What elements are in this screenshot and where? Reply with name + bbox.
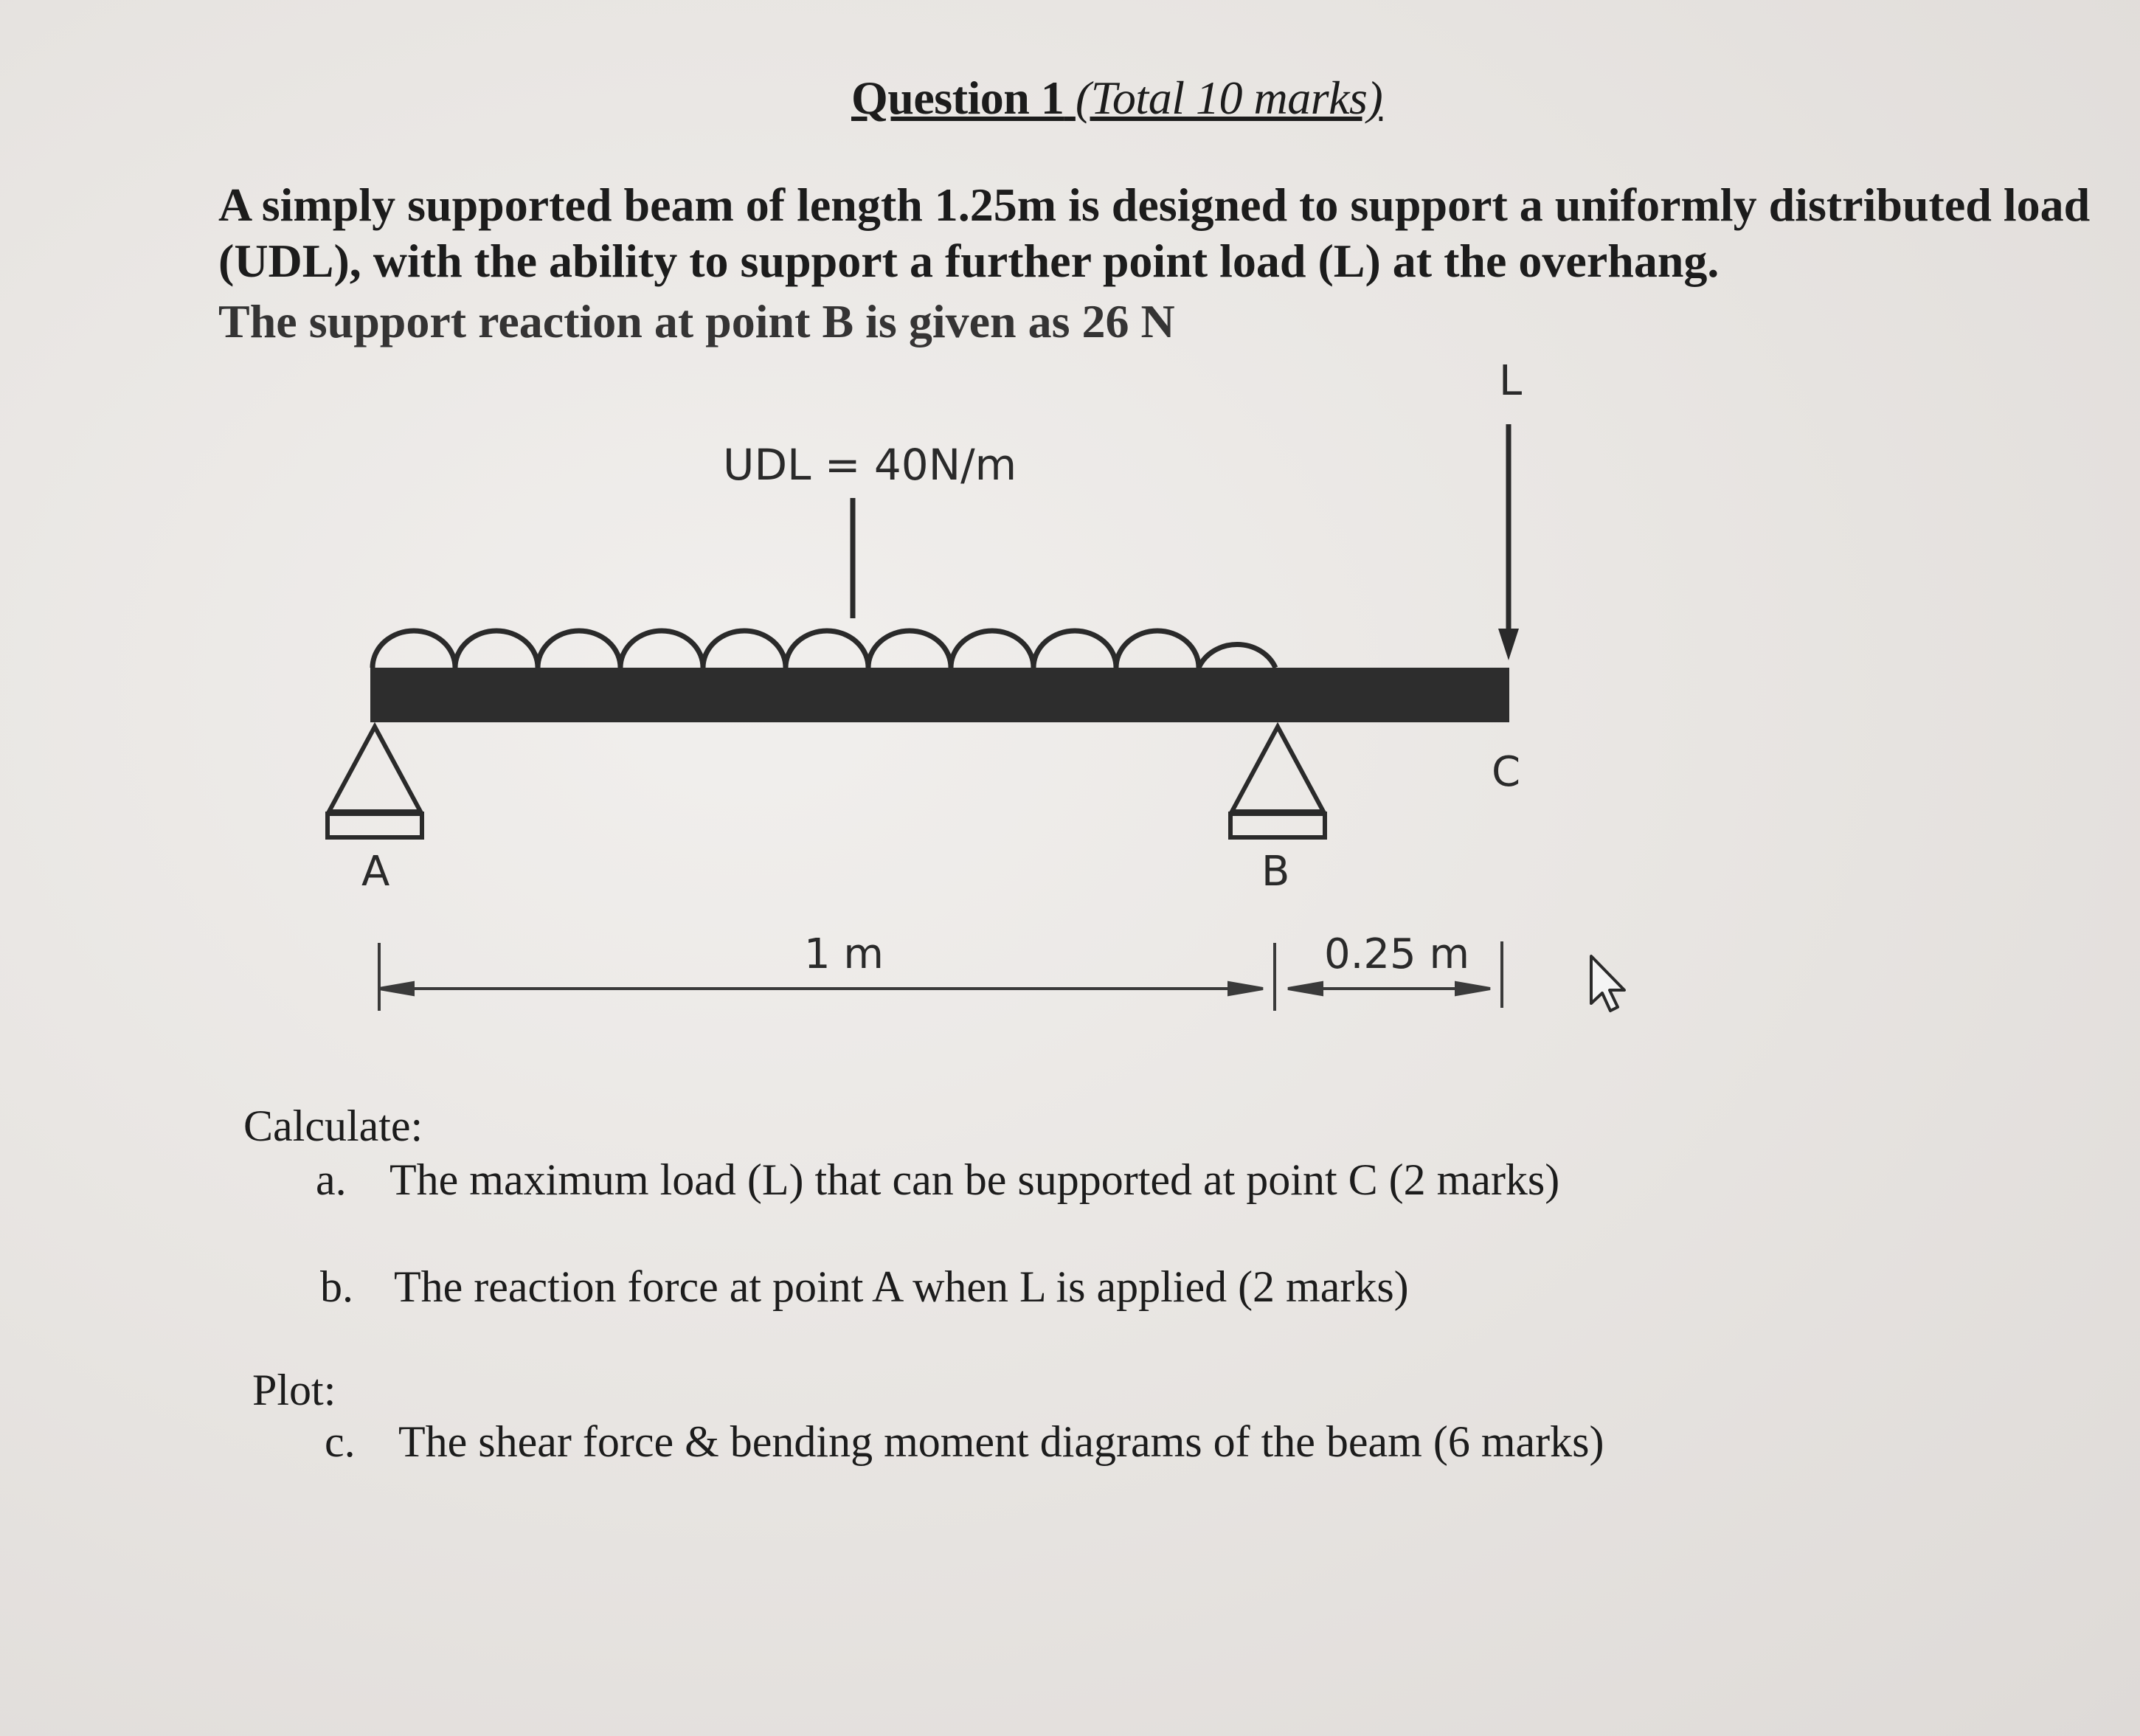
beam: [370, 668, 1509, 722]
item-text: The maximum load (L) that can be supported at point C (2 marks): [389, 1155, 1560, 1204]
point-b-label: B: [1261, 848, 1290, 896]
item-text: The shear force & bending moment diagrams of the beam (6 marks): [398, 1417, 1604, 1466]
mouse-cursor-icon: [1591, 956, 1624, 1011]
point-a-label: A: [361, 848, 390, 896]
point-c-label: C: [1492, 748, 1521, 796]
udl-label: UDL = 40N/m: [723, 440, 1017, 490]
support-b: [1230, 727, 1325, 837]
question-item-b: [320, 1262, 1409, 1313]
question-item-c: [325, 1417, 1604, 1467]
support-a: [328, 727, 422, 837]
span-ab-label: 1 m: [804, 930, 884, 978]
load-label: L: [1499, 357, 1523, 405]
statement-line-2: (UDL), with the ability to support a further point load (L) at the overhang.: [218, 235, 1720, 287]
plot-heading: Plot:: [252, 1366, 336, 1414]
udl-loops: [373, 631, 1275, 668]
statement-line-1: A simply supported beam of length 1.25m is designed to support a uniformly distributed load: [218, 179, 2091, 231]
item-letter: a.: [316, 1155, 347, 1204]
item-letter: b.: [320, 1262, 353, 1311]
question-number: Question 1: [851, 72, 1064, 124]
point-load-arrowhead: [1498, 629, 1519, 660]
calculate-heading: Calculate:: [243, 1102, 423, 1150]
question-item-a: [316, 1155, 1559, 1206]
question-marks: (Total 10 marks): [1075, 72, 1383, 124]
item-letter: c.: [325, 1417, 356, 1466]
item-text: The reaction force at point A when L is applied (2 marks): [394, 1262, 1409, 1311]
statement-line-3: The support reaction at point B is given as 26 N: [218, 295, 1175, 347]
span-bc-label: 0.25 m: [1324, 930, 1470, 978]
